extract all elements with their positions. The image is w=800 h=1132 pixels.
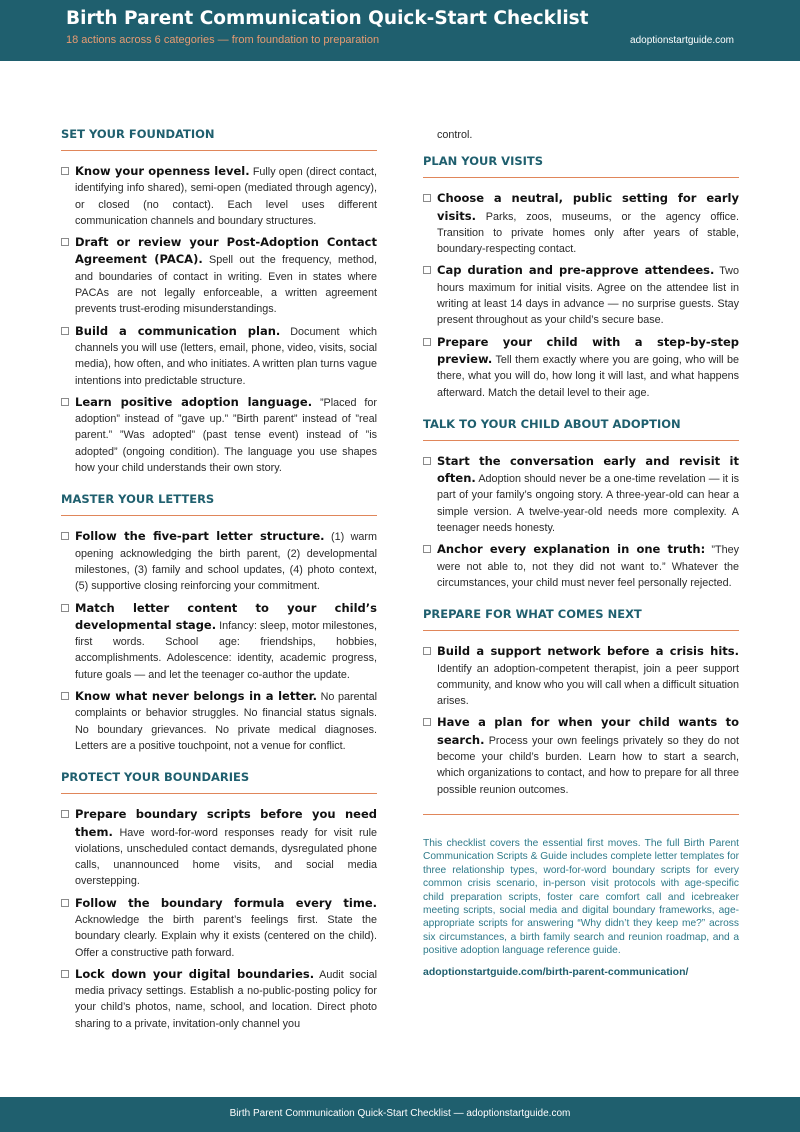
item-text: (1) warm opening acknowledging the birth parent, (2) developmental milestones, (3) family and school updates, (4) photo context, (5) supportive closing reinforcing your commitment.: [75, 531, 378, 593]
item-lead: Have a plan for when your child wants to search.: [437, 715, 739, 747]
checkbox[interactable]: [61, 810, 69, 818]
section-set-your-foundation: [61, 127, 377, 476]
item-lead: Build a support network before a crisis hits.: [437, 644, 739, 659]
checkbox[interactable]: [61, 970, 69, 978]
checklist: [423, 643, 739, 798]
section-title: SET YOUR FOUNDATION: [61, 127, 377, 151]
checkbox[interactable]: [423, 266, 431, 274]
checklist-item: [423, 643, 739, 709]
checklist-item: [61, 966, 377, 1032]
checkbox[interactable]: [61, 532, 69, 540]
section-master-your-letters: [61, 492, 377, 754]
checkbox[interactable]: [61, 692, 69, 700]
checklist: [423, 190, 739, 401]
checkbox[interactable]: [423, 194, 431, 202]
page-footer: Birth Parent Communication Quick-Start Checklist — adoptionstartguide.com: [0, 1097, 800, 1132]
checkbox[interactable]: [61, 238, 69, 246]
item-text: ”They were not able to, not they did not want to.” Whatever the circumstances, your child must never feel personally rejected.: [437, 544, 740, 589]
checklist-item: [61, 234, 377, 317]
item-lead: Anchor every explanation in one truth:: [437, 542, 706, 557]
item-lead: Follow the boundary formula every time.: [75, 895, 377, 910]
checklist-item: [61, 600, 377, 683]
checkbox[interactable]: [423, 647, 431, 655]
item-text: Spell out the frequency, method, and boundaries of contact in writing. Even in states where PACAs are not legally enforceable, a written agreement prevents trust-eroding misunderstandings.: [75, 254, 377, 316]
checkbox[interactable]: [61, 899, 69, 907]
guide-note: This checklist covers the essential first moves. The full Birth Parent Communication Scripts & Guide includes complete letter templates for three relationship types, word-for-word boundary scripts for every common crisis scenario, in-person visit protocols with age-specific child preparation scripts, foster care comfort call and icebreaker meeting scripts, social media and digital boundary frameworks, age-appropriate scripts for answering “Why didn’t they keep me?” across six circumstances, a birth family search and reunion roadmap, and a positive adoption language reference guide.: [423, 837, 739, 957]
section-title: PLAN YOUR VISITS: [423, 154, 739, 178]
checklist-item: [61, 528, 377, 594]
checklist-item: [423, 334, 739, 401]
item-text: Identify an adoption-competent therapist, join a peer support community, and know who you will call when a difficult situation arises.: [437, 662, 739, 708]
item-lead: Start the conversation early and revisit it often.: [437, 453, 739, 486]
item-text: Audit social media privacy settings. Establish a no-public-posting policy for your child’s photos, name, school, and location. Direct photo sharing to a private, invitation-only channel you: [75, 968, 377, 1030]
section-prepare-for-what-comes-next: [423, 607, 739, 798]
checkbox[interactable]: [61, 167, 69, 175]
checkbox[interactable]: [423, 338, 431, 346]
checklist-item: [423, 453, 739, 536]
item-text: Adoption should never be a one-time revelation — it is part of your family’s ongoing story. A three-year-old can hear a simple version. A twelve-year-old needs more complexity. A teenager needs honesty.: [437, 473, 739, 535]
page-title: Birth Parent Communication Quick-Start Checklist: [66, 8, 589, 29]
item-lead: Lock down your digital boundaries.: [75, 966, 315, 981]
item-lead: Draft or review your Post-Adoption Contact Agreement (PACA).: [75, 235, 377, 267]
checklist-item: [61, 806, 377, 889]
checklist-item: [61, 323, 377, 389]
checkbox[interactable]: [423, 718, 431, 726]
checklist-item: [423, 541, 739, 591]
item-text: Have word-for-word responses ready for visit rule violations, unscheduled contact demands, dysregulated phone calls, unannounced home visits, and social media overstepping.: [75, 826, 377, 888]
item-lead: Follow the five-part letter structure.: [75, 529, 325, 544]
item-lead: Know your openness level.: [75, 164, 250, 178]
item-lead: Choose a neutral, public setting for early visits.: [437, 191, 739, 223]
checklist-item: [423, 190, 739, 257]
checklist-item: [423, 714, 739, 797]
checklist-item: [61, 895, 377, 961]
checkbox[interactable]: [61, 398, 69, 406]
page-subtitle: 18 actions across 6 categories — from foundation to preparation: [66, 34, 380, 46]
section-title: TALK TO YOUR CHILD ABOUT ADOPTION: [423, 417, 739, 441]
checklist-item: [61, 163, 377, 229]
guide-link[interactable]: adoptionstartguide.com/birth-parent-communication/: [423, 965, 689, 978]
item-text: Fully open (direct contact, identifying info shared), semi-open (mediated through agency), or closed (no contact). Each level uses different communication channels and boundary structures.: [75, 166, 378, 227]
item-text: Two hours maximum for initial visits. Agree on the attendee list in writing at least 14 days in advance — no surprise guests. Stay present throughout as your child’s secure base.: [437, 265, 739, 327]
item-lead: Cap duration and pre-approve attendees.: [437, 263, 715, 278]
item-text: Document which channels you will use (letters, email, phone, video, visits, social media), how often, and who initiates. A written plan turns vague intentions into predictable structure.: [75, 325, 378, 387]
checkbox[interactable]: [423, 545, 431, 553]
checkbox[interactable]: [61, 604, 69, 612]
item-text: Acknowledge the birth parent’s feelings first. State the boundary clearly. Explain why it exists (centered on the child). Offer a constructive path forward.: [75, 913, 377, 959]
section-plan-your-visits: [423, 154, 739, 401]
section-protect-your-boundaries: [61, 770, 377, 1032]
checkbox[interactable]: [423, 457, 431, 465]
page-header: [0, 0, 800, 61]
checklist-item: [61, 688, 377, 754]
item-lead: Match letter content to your child’s developmental stage.: [75, 600, 377, 632]
checklist: [61, 528, 377, 754]
item-lead: Build a communication plan.: [75, 323, 281, 338]
item-text: Process your own feelings privately so they do not become your child’s burden. Learn how to start a search, which organizations to contact, and how to prepare for all three possible reunion outcomes.: [437, 734, 739, 796]
section-talk-to-your-child: [423, 417, 739, 591]
section-title: PREPARE FOR WHAT COMES NEXT: [423, 607, 739, 631]
item-text: Parks, zoos, museums, or the agency office. Transition to private homes only after years of stable, boundary-respecting contact.: [437, 210, 740, 256]
item-continuation: control.: [437, 129, 473, 141]
header-site-url: adoptionstartguide.com: [630, 35, 734, 46]
item-lead: Prepare your child with a step-by-step preview.: [437, 334, 739, 366]
item-text: No parental complaints or behavior struggles. No financial status signals. No boundary grievances. No private medical diagnoses. Letters are a positive touchpoint, not a venue for conflict.: [75, 691, 377, 752]
checklist: [61, 806, 377, 1032]
checkbox[interactable]: [61, 327, 69, 335]
section-title: PROTECT YOUR BOUNDARIES: [61, 770, 377, 794]
left-column: [61, 127, 377, 1048]
item-text: Tell them exactly where you are going, who will be there, what you will do, how long it will last, and what happens afterward. Match the detail level to their age.: [437, 353, 739, 399]
item-lead: Know what never belongs in a letter.: [75, 689, 318, 704]
checklist: [423, 453, 739, 591]
note-divider: [423, 814, 739, 815]
section-title: MASTER YOUR LETTERS: [61, 492, 377, 516]
item-lead: Learn positive adoption language.: [75, 394, 313, 409]
checklist: [61, 163, 377, 476]
item-text: Infancy: sleep, motor milestones, first words. School age: friendships, hobbies, accomplishments. Adolescence: identity, academic progress, future goals — and let the teenager co-author the update.: [75, 619, 378, 681]
item-lead: Prepare boundary scripts before you need them.: [75, 807, 377, 839]
checklist-item: [61, 394, 377, 476]
right-column: [423, 127, 739, 978]
item-text: ”Placed for adoption” instead of ”gave up.” ”Birth parent” instead of ”real parent.” ”Was adopted” (past tense event) instead of ”is adopted” (ongoing condition). The language you use shapes how your child understands their own story.: [75, 396, 377, 475]
checklist-item: [423, 262, 739, 328]
